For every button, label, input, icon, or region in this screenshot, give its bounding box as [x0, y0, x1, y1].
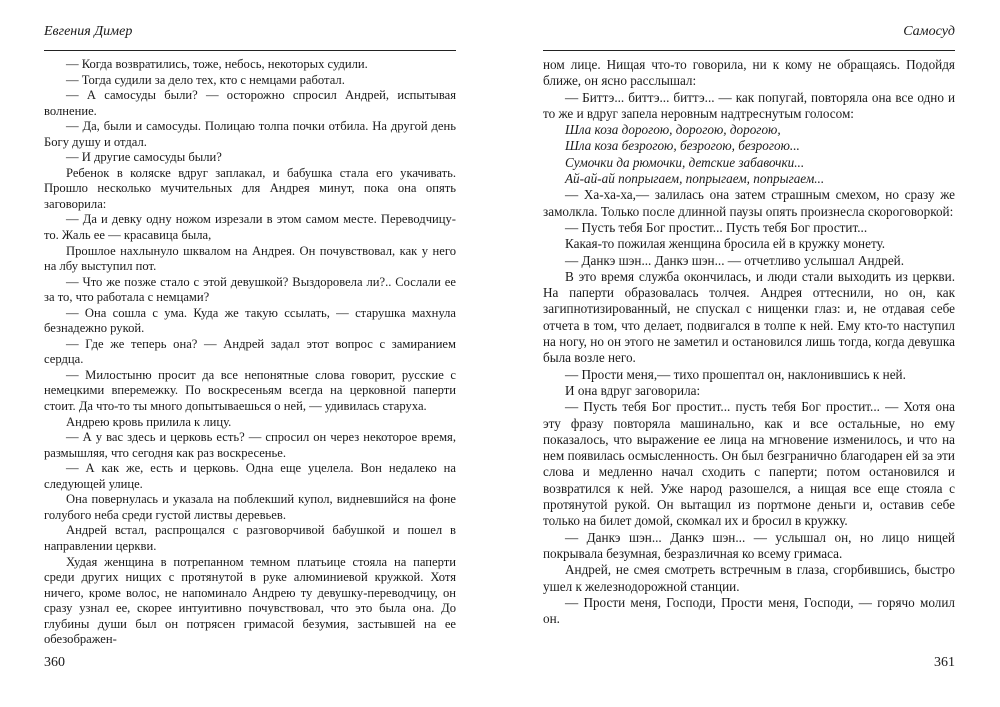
paragraph: — И другие самосуды были? — [66, 150, 222, 165]
paragraph: Андрею кровь прилила к лицу. — [66, 414, 232, 429]
paragraph: — Да, были и самосуды. Полицаю толпа почки отбила. На другой день Богу душу и отдал. — [44, 119, 456, 149]
running-header-title: Самосуд — [903, 24, 955, 39]
paragraph: — Данкэ шэн... Данкэ шэн... — отчетливо услышал Андрей. — [565, 252, 905, 268]
paragraph: Прошлое нахлынуло шквалом на Андрея. Он почувствовал, как у него на лбу выступил пот. — [44, 243, 456, 274]
paragraph: — Прости меня, Господи, Прости меня, Господи, — горячо молил он. — [543, 594, 955, 627]
header-rule — [44, 50, 456, 51]
paragraph: — А самосуды были? — осторожно спросил Андрей, испытывая волнение. — [44, 88, 456, 118]
paragraph: — Пусть тебя Бог простит... пусть тебя Бог простит... — Хотя она эту фразу повторяла машинально, как и все остальные, но ему показалось, что выражение ее лица на мгновение изменилось, и что на нем появилась осмысленность. Он был безгранично благодарен ей за эти слова и медленно начал сходить с паперти; потом остановился и возвратился к ней. Уже народ разошелся, а нищая все еще стояла с протянутой рукой. Он вытащил из портмоне деньги и, оставив себе только на билет домой, скомкал их и бросил в кружку. — [543, 399, 955, 529]
paragraph: — Милостыню просит да все непонятные слова говорит, русские с немецкими вперемежку. По воскресеньям всегда на церковной паперти стоит. Да что-то ты много допытываешься о ней, — удивилась старуха. — [44, 367, 456, 414]
poem-verse — [543, 122, 955, 187]
paragraph: Какая-то пожилая женщина бросила ей в кружку монету. — [565, 236, 886, 252]
left-page-text — [44, 57, 456, 648]
verse-line: Ай-ай-ай попрыгаем, попрыгаем, попрыгаем... — [565, 171, 825, 187]
paragraph: Худая женщина в потрепанном темном платьице стояла на паперти среди других нищих с протянутой в руке алюминиевой кружкой. Хотя ничего, кроме волос, не напоминало Андрею ту девушку-переводчицу, он сразу узнал ее, скорее интуитивно почувствовал, что это была она. До глубины души был он потрясен гримасой безумия, застывшей на ее обезображен- — [44, 554, 456, 647]
paragraph: — Что же позже стало с этой девушкой? Выздоровела ли?.. Сослали ее за то, что работала с немцами? — [44, 274, 456, 305]
verse-line: Шла коза дорогою, дорогою, дорогою, — [565, 122, 781, 138]
left-page — [44, 0, 456, 707]
paragraph: — А у вас здесь и церковь есть? — спросил он через некоторое время, размышляя, что сегодня как раз воскресенье. — [44, 430, 456, 460]
paragraph: — А как же, есть и церковь. Одна еще уцелела. Вон недалеко на следующей улице. — [44, 461, 456, 491]
paragraph: — Она сошла с ума. Куда же такую ссылать, — старушка махнула безнадежно рукой. — [44, 305, 456, 336]
paragraph: — Данкэ шэн... Данкэ шэн... — услышал он, но лицо нищей покрывала безумная, безразличная ко всему гримаса. — [543, 529, 955, 561]
paragraph: И она вдруг заговорила: — [565, 382, 701, 398]
paragraph: Она повернулась и указала на поблекший купол, видневшийся на фоне голубого неба среди густой листвы деревьев. — [44, 492, 456, 522]
running-header-author: Евгения Димер — [44, 24, 133, 39]
right-page-text — [543, 57, 955, 627]
page-number: 360 — [44, 655, 65, 670]
paragraph: — Тогда судили за дело тех, кто с немцами работал. — [66, 72, 345, 87]
right-page — [543, 0, 955, 707]
paragraph: — Биттэ... биттэ... биттэ... — как попугай, повторяла она все одно и то же и вдруг запела неровным надтреснутым голосом: — [543, 89, 955, 121]
page-number: 361 — [934, 655, 955, 670]
paragraph: В это время служба окончилась, и люди стали выходить из церкви. На паперти образовалась толчея. Андрея оттеснили, но он, как загипнотизированный, не спускал с нищенки глаз: и, не отдавая себе отчета в том, что делает, подвигался в толпе к ней. Ему кто-то наступил на ногу, но он этого не заметил и остановился лишь тогда, когда девушка была возле него. — [543, 268, 955, 366]
paragraph: — Где же теперь она? — Андрей задал этот вопрос с замиранием сердца. — [44, 336, 456, 367]
paragraph: — Прости меня,— тихо прошептал он, наклонившись к ней. — [565, 366, 906, 382]
paragraph: — Когда возвратились, тоже, небось, некоторых судили. — [66, 57, 368, 71]
paragraph: — Да и девку одну ножом изрезали в этом самом месте. Переводчицу-то. Жаль ее — красавица была, — [44, 212, 456, 243]
paragraph: Андрей, не смея смотреть встречным в глаза, сгорбившись, быстро ушел к железнодорожной станции. — [543, 562, 955, 594]
verse-line: Сумочки да рюмочки, детские забавочки... — [565, 154, 805, 170]
paragraph: Ребенок в коляске вдруг заплакал, и бабушка стала его укачивать. Прошло несколько мучительных для Андрея минут, пока она опять заговорила: — [44, 165, 456, 211]
verse-line: Шла коза безрогою, безрогою, безрогою... — [565, 138, 800, 154]
paragraph: — Пусть тебя Бог простит... Пусть тебя Бог простит... — [565, 219, 868, 235]
paragraph: Андрей встал, распрощался с разговорчивой бабушкой и пошел в направлении церкви. — [44, 523, 456, 553]
paragraph: — Ха-ха-ха,— залилась она затем страшным смехом, но сразу же замолкла. Только после длинной паузы опять произнесла скороговоркой: — [543, 187, 955, 219]
paragraph: ном лице. Нищая что-то говорила, ни к кому не обращаясь. Подойдя ближе, он ясно расслышал: — [543, 57, 955, 89]
header-rule — [543, 50, 955, 51]
